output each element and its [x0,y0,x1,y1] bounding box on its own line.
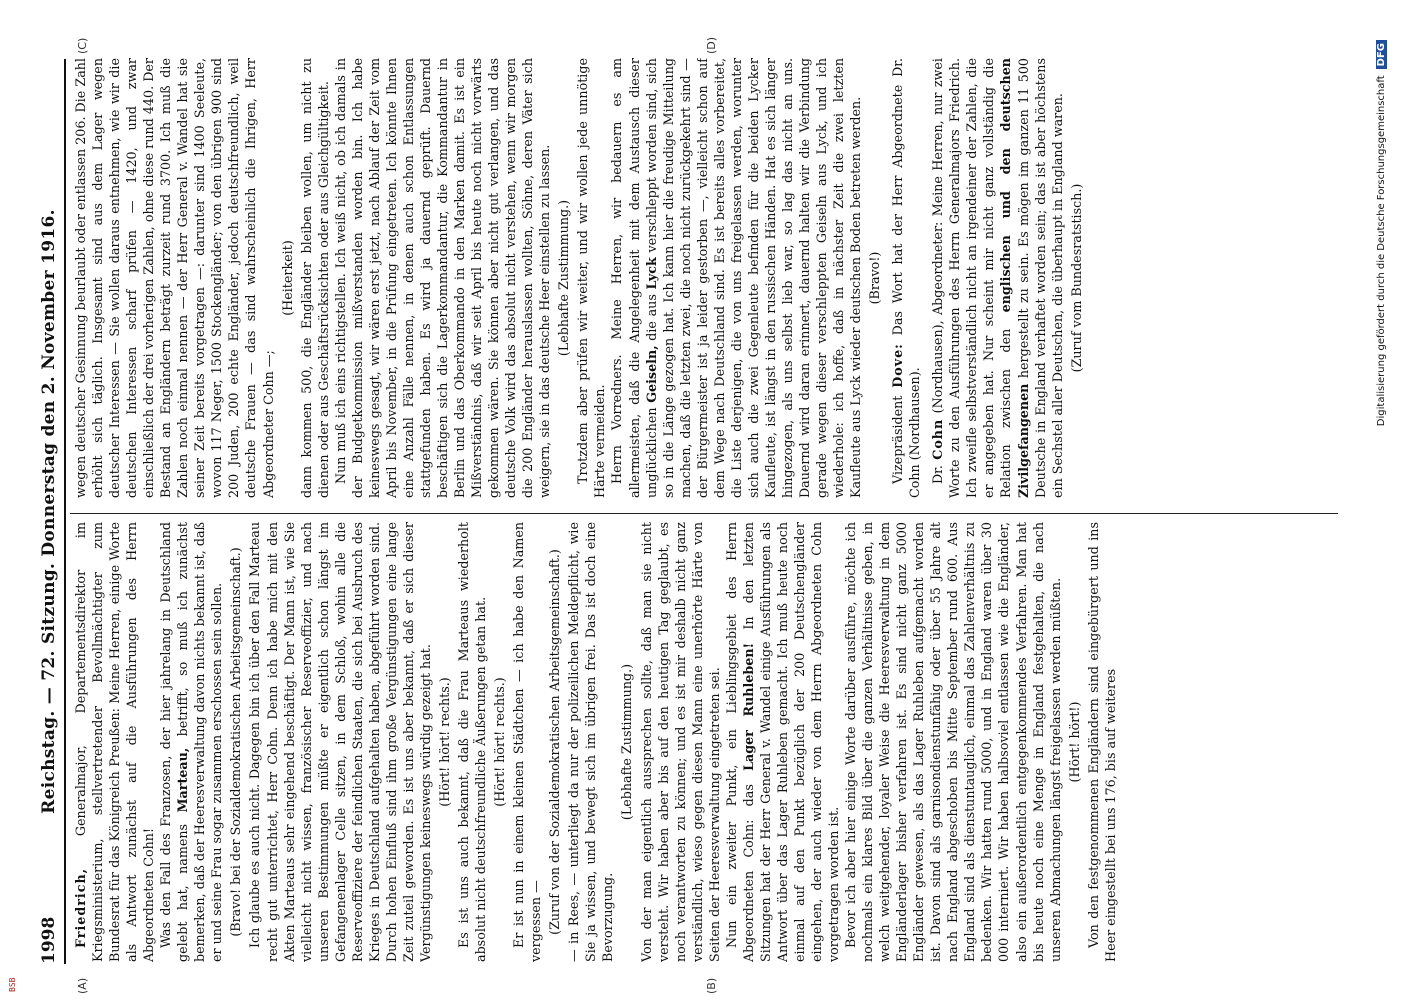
paragraph: Was den Fall des Franzosen, der hier jahrelang in Deutschland gelebt hat, namens Marteau, betrifft, so muß ich zunächst bemerken, daß der Heeresverwaltung davon nichts bekannt ist, daß er und seine Frau sogar zusammen erschossen sein sollen. [158,522,225,962]
paragraph: Von den festgenommenen Engländern sind eingebürgert und ins Heer eingestellt bei uns 176, bis auf weiteres [1085,522,1118,962]
paragraph: Von der man eigentlich aussprechen sollte, daß man sie nicht versteht. Wir haben aber bis auf den heutigen Tag geglaubt, es noch verantworten zu können; und es ist mir deshalb nicht ganz verständlich, wieso gegen diesen Mann eine unerhörte Härte von Seiten der Heeresverwaltung eingetreten sei. [638,522,722,962]
interjection: (Bravo!) [867,251,883,305]
interjection: (Lebhafte Zustimmung.) [619,663,635,821]
credit-text: Digitalisierung gefördert durch die Deutsche Forschungsgemeinschaft [1376,75,1387,427]
interjection: (Bravo! bei der Sozialdemokratischen Arbeitsgemeinschaft.) [228,547,244,937]
speech-vizepraesident: Vizepräsident Dove: Das Wort hat der Herr Abgeordnete Dr. Cohn (Nordhausen). [890,58,923,498]
interjection: (Hört! hört! rechts.) [436,677,452,807]
speaker-name: Cohn [930,418,946,460]
paragraph: Er ist nun in einem kleinen Städtchen — ich habe den Namen vergessen — [511,522,544,962]
margin-mark-c: (C) [76,37,89,54]
speech-cohn: Dr. Cohn (Nordhausen), Abgeordneter: Meine Herren, nur zwei Worte zu den Ausführungen des Herrn Generalmajors Friedrich. Ich zweifle selbstverständlich nicht an irgendeiner der Zahlen, die er angegeben hat. Nur scheint mir nicht ganz vollständig die Relation zwischen den englischen und den deutschen Zivilgefangenen hergestellt zu sein. Es mögen im ganzen 11 500 Deutsche in England verhaftet worden sein; das ist aber höchstens ein Sechstel aller Deutschen, die überhaupt in England waren. [930,58,1065,498]
paragraph: Trotzdem aber prüfen wir weiter, und wir wollen jede unnötige Härte vermeiden. [575,58,608,498]
paragraph: Nun muß ich eins richtigstellen. Ich weiß nicht, ob ich damals in der Budgetkommission mißverstanden worden bin. Ich habe keineswegs gesagt, wir wären erst jetzt, nach Ablauf der Zeit vom April bis November, in die Prüfung eingetreten. Ich könnte Ihnen eine Anzahl Fälle nennen, in denen auch schon Entlassungen stattgefunden haben. Es wird ja dauernd geprüft. Dauernd beschäftigen sich die Lagerkommandantur, die Kommandantur in Berlin und das Oberkommando in den Marken damit. Es ist ein Mißverständnis, daß wir seit April bis heute noch nicht vorwärts gekommen wären. Sie können aber nicht gut verlangen, und das deutsche Volk wird das absolut nicht verstehen, wenn wir morgen die 200 Engländer herauslassen wollten, Söhne, deren Väter sich weigern, sie in das deutsche Heer einstellen zu lassen. [332,58,553,498]
library-stamp: BSB [8,977,17,992]
interjection: (Lebhafte Zustimmung.) [556,199,572,357]
margin-mark-a: (A) [76,977,89,994]
speaker-name: Dove: [890,343,906,388]
paragraph: — in Rees, — unterliegt da nur der polizeilichen Meldepflicht, wie Sie ja wissen, und bewegt sich im übrigen frei. Das ist doch eine Bevorzugung. [566,522,616,962]
paragraph: wegen deutscher Gesinnung beurlaubt oder entlassen 206. Die Zahl erhöht sich täglich. Insgesamt sind aus dem Lager wegen deutscher Interessen — Sie wollen daraus entnehmen, wie wir die deutschen Interessen scharf prüfen — 1420, und zwar einschließlich der drei vorherigen Zahlen, ohne diese rund 440. Der Bestand an Engländern beträgt zurzeit rund 3700. Ich muß die Zahlen noch einmal nennen — der Herr General v. Wandel hat sie seiner Zeit bereits vorgetragen —: darunter sind 1400 Seeleute, wovon 117 Neger, 1500 Stockengländer; von den übrigen 900 sind 200 Juden, 200 echte Engländer, jedoch deutschfreundlich, weil deutsche Frauen — das sind wahrscheinlich die Ihrigen, Herr Abgeordneter Cohn —; [73,58,276,498]
digitization-credit [1376,40,1387,960]
paragraph: Es ist uns auch bekannt, daß die Frau Marteaus wiederholt absolut nicht deutschfreundliche Äußerungen getan hat. [456,522,489,962]
right-column [72,58,1334,498]
running-title: Reichstag. — 72. Sitzung. Donnerstag den 2. November 1916. [39,209,59,814]
interjection: (Heiterkeit) [279,240,295,316]
paragraph: Nun ein zweiter Punkt, ein Lieblingsgebiet des Herrn Abgeordneten Cohn: das Lager Ruhleben! In den letzten Sitzungen hat der Herr General v. Wandel einige Ausführungen als Antwort über das Lager Ruhleben gemacht. Ich muß heute noch einmal auf den Punkt bezüglich der 200 Deutschengländer eingehen, der auch wieder von dem Herrn Abgeordneten Cohn vorgetragen worden ist. [723,522,842,962]
interjection: (Hört! hört! rechts.) [492,677,508,807]
margin-mark-b: (B) [705,977,718,994]
speaker-name: Friedrich, [73,867,88,948]
margin-mark-d: (D) [705,36,718,54]
paragraph: dann kommen 500, die Engländer bleiben wollen, um nicht zu dienen oder aus Geschäftsrücksichten oder aus Gleichgültigkeit. [298,58,331,498]
page-header [24,59,66,964]
interjection: (Zuruf von der Sozialdemokratischen Arbeitsgemeinschaft.) [547,549,563,935]
dfg-logo: DFG [1376,40,1387,69]
left-column [72,522,1334,962]
page-number: 1998 [39,916,59,964]
column-divider [70,513,1338,514]
paragraph: Herrn Vorredners. Meine Herren, wir bedauern es am allermeisten, daß die Angelegenheit mit dem Austausch dieser unglücklichen Geiseln, die aus Lyck verschleppt worden sind, sich so in die Länge gezogen hat. Ich kann hier die freudige Mitteilung machen, daß die letzten zwei, die noch nicht zurückgekehrt sind — der Bürgermeister ist ja leider gestorben —, vielleicht schon auf dem Wege nach Deutschland sind. Es ist bereits alles vorbereitet, die Liste derjenigen, die von uns freigelassen werden, worunter sich auch die zwei Gegenleute befinden für die beiden Lycker Kaufleute, ist längst in den russischen Händen. Hat es sich länger hingezogen, als uns selbst lieb war, so lag das nicht an uns. Dauernd wird daran erinnert, dauernd halten wir die Verbindung gerade wegen dieser verschleppten Geiseln aus Lyck, und ich wiederhole: ich hoffe, daß in nächster Zeit die zwei letzten Kaufleute aus Lyck wieder deutschen Boden betreten werden. [609,58,864,498]
speech-friedrich-intro: Friedrich, Generalmajor, Departementsdirektor im Kriegsministerium, stellvertretender Bevollmächtigter zum Bundesrat für das Königreich Preußen: Meine Herren, einige Worte als Antwort zunächst auf die Ausführungen des Herrn Abgeordneten Cohn! [73,522,157,962]
interjection: (Hört! hört!) [1066,701,1082,783]
paragraph: Ich glaube es auch nicht. Dagegen bin ich über den Fall Marteau recht gut unterrichtet, Herr Cohn. Denn ich habe mich mit den Akten Marteaus sehr eingehend beschäftigt. Der Mann ist, wie Sie vielleicht nicht wissen, französischer Reserveoffizier, und nach unseren Bestimmungen müßte er eigentlich schon längst im Gefangenenlager Celle sitzen, in dem Schloß, wohin alle die Reserveoffiziere der feindlichen Staaten, die sich bei Ausbruch des Krieges in Deutschland aufgehalten haben, abgeführt worden sind. Durch hohen Einfluß sind ihm große Vergünstigungen eine lange Zeit zuteil geworden. Es ist uns aber bekannt, daß er sich dieser Vergünstigungen keineswegs würdig gezeigt hat. [247,522,433,962]
interjection: (Zuruf vom Bundesratstisch.) [1068,183,1084,373]
paragraph: Bevor ich aber hier einige Worte darüber ausführe, möchte ich nochmals ein klares Bild über die ganzen Verhältnisse geben, in welch weitgehender, loyaler Weise die Heeresverwaltung in dem Engländerlager bisher verfahren ist. Es sind nicht ganz 5000 Engländer gewesen, als das Lager Ruhleben aufgemacht worden ist. Davon sind als garnisondienstunfähig oder über 55 Jahre alt nach England abgeschoben bis Mitte September rund 600. Aus England sind als dienstuntauglich, einmal das Zahlenverhältnis zu bedenken. Wir hatten rund 5000, und in England waren über 30 000 interniert. Wir haben halbsoviel entlassen wie die Engländer, also ein außerordentlich entgegenkommendes Verfahren. Man hat bis heute noch eine Menge in England festgehalten, die nach unseren Abmachungen längst freigelassen werden müßten. [843,522,1063,962]
